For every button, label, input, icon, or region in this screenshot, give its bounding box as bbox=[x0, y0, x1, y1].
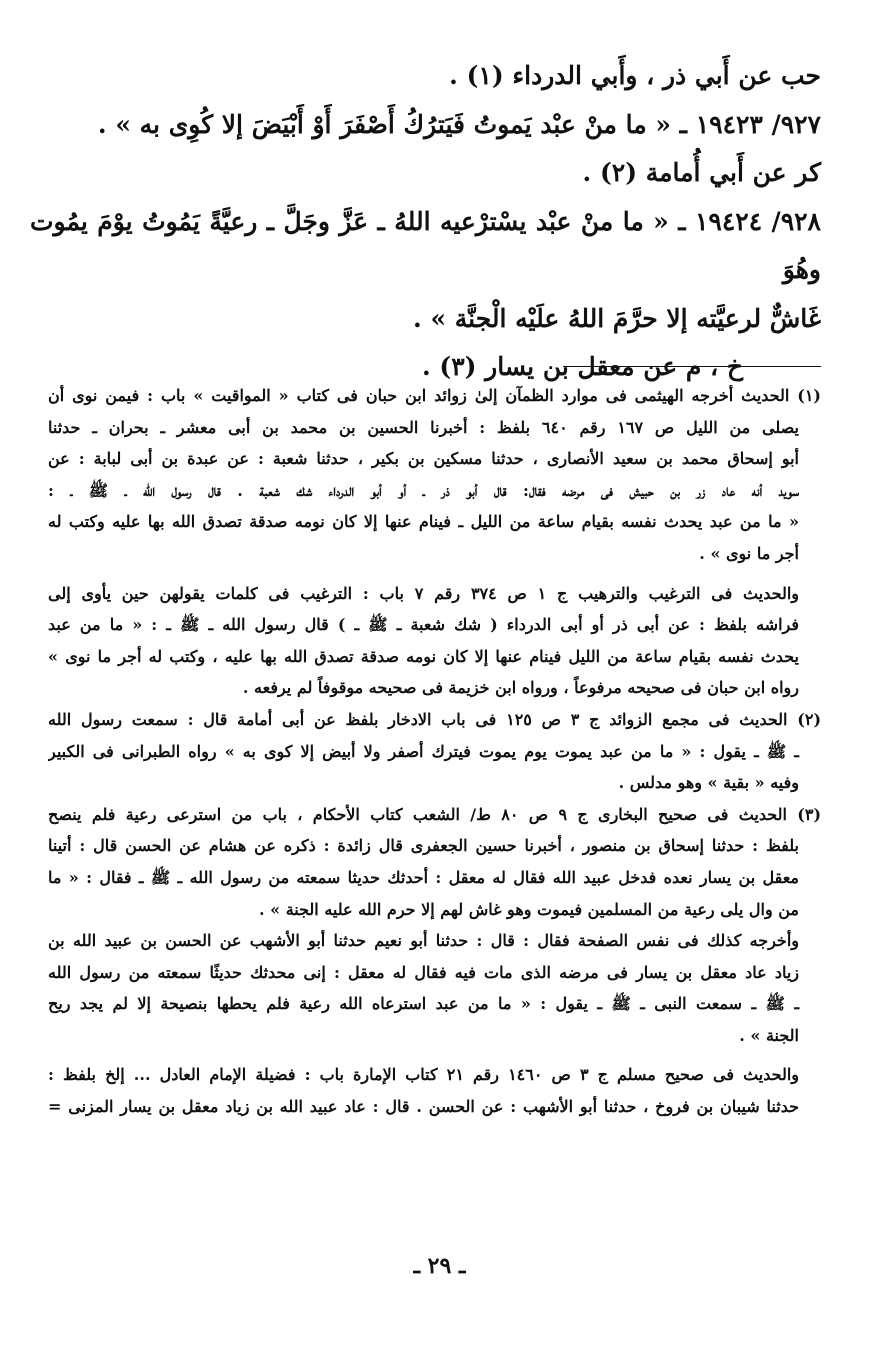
footnote-2-line: وفيه « بقية » وهو مدلس . bbox=[618, 773, 799, 793]
footnote-1-line: فراشه بلفظ : عن أبى ذر أو أبى الدرداء ( شك شعبة ـ ﷺ ـ ) قال رسول الله ـ ﷺ ـ : « ما من عبد bbox=[48, 615, 799, 635]
hadith-928-line-2: غَاشٌّ لرعيَّته إلا حرَّمَ اللهُ علَيْه الْجنَّة » . bbox=[413, 303, 821, 333]
page-number: ـ ٢٩ ـ bbox=[413, 1253, 466, 1279]
source-line-3: خ ، م عن معقل بن يسار (٣) . bbox=[421, 352, 743, 381]
footnote-2-line: ـ ﷺ ـ يقول : « ما من عبد يموت يوم يموت فيترك أصفر ولا أبيض إلا كوى به » رواه الطبرانى فى الكبير bbox=[48, 741, 799, 761]
footnote-1-line: والحديث فى الترغيب والترهيب ج ١ ص ٣٧٤ رقم ٧ باب : الترغيب فى كلمات يقولهن حين يأوى إلى bbox=[48, 583, 799, 603]
footnote-separator bbox=[563, 366, 821, 367]
footnote-3-line: الجنة » . bbox=[739, 1025, 799, 1045]
footnote-1-line: يحدث نفسه بقيام ساعة من الليل فينام عنها إلا كان نومه صدقة تصدق الله بها عليه ، وكتب له أجر ما نوى » bbox=[48, 646, 799, 666]
footnote-1-line: يصلى من الليل ص ١٦٧ رقم ٦٤٠ بلفظ : أخبرنا الحسين بن محمد بن أبى معشر ـ بحران ـ حدثنا bbox=[48, 417, 799, 437]
source-line-2: كر عن أَبي أُمامة (٢) . bbox=[582, 158, 821, 187]
hadith-927: ٩٢٧/ ١٩٤٢٣ ـ « ما منْ عبْد يَموتُ فَيَترُكُ أَصْفَرَ أَوْ أَبْيَضَ إلا كُوِى به » . bbox=[97, 109, 821, 139]
source-line-1: حب عن أَبي ذر ، وأَبي الدرداء (١) . bbox=[449, 61, 821, 90]
footnote-3-line: والحديث فى صحيح مسلم ج ٣ ص ١٤٦٠ رقم ٢١ كتاب الإمارة باب : فضيلة الإمام العادل ... إلخ بلفظ : bbox=[48, 1065, 800, 1085]
footnote-3-line: ـ ﷺ ـ سمعت النبى ـ ﷺ ـ يقول : « ما من عبد استرعاه الله رعية فلم يحطها بنصيحة إلا لم يجد ريح bbox=[48, 994, 800, 1014]
hadith-928-line-1: ٩٢٨/ ١٩٤٢٤ ـ « ما منْ عبْد يسْترْعيه اللهُ ـ عَزَّ وجَلَّ ـ رعيَّةً يَمُوتُ يوْمَ يمُوت وهُوَ bbox=[30, 206, 821, 284]
footnote-1-line: أجر ما نوى » . bbox=[699, 543, 799, 563]
footnote-3-line: بلفظ : حدثنا إسحاق بن منصور ، أخبرنا حسين الجعفرى قال زائدة : ذكره عن هشام عن الحسن قال : أتينا bbox=[48, 836, 799, 856]
footnote-3-line: زياد عاد معقل بن يسار فى مرضه الذى مات فيه فقال له معقل : إنى محدثك حديثًا سمعته من رسول الله bbox=[48, 962, 799, 982]
footnote-3-line: من وال يلى رعية من المسلمين فيموت وهو غاش لهم إلا حرم الله عليه الجنة » . bbox=[258, 899, 799, 919]
footnote-1-line: رواه ابن حبان فى صحيحه مرفوعاً ، ورواه ابن خزيمة فى صحيحه موقوفاً لم يرفعه . bbox=[242, 678, 799, 698]
footnote-3-line: معقل بن يسار نعده فدخل عبيد الله فقال له معقل : أحدثك حديثا سمعته من رسول الله ـ ﷺ ـ فقال : « ما bbox=[48, 867, 799, 887]
footnote-1-line: « ما من عبد يحدث نفسه بقيام ساعة من الليل ـ فينام عنها إلا كان نومه صدقة تصدق الله بها عليه وكتب له bbox=[48, 512, 799, 532]
footnote-3-line: (٣) الحديث فى صحيح البخارى ج ٩ ص ٨٠ ط/ الشعب كتاب الأحكام ، باب من استرعى رعية فلم ينصح bbox=[48, 804, 821, 824]
footnotes bbox=[48, 380, 821, 1123]
footnote-2-line: (٢) الحديث فى مجمع الزوائد ج ٣ ص ١٢٥ فى باب الادخار بلفظ عن أبى أمامة قال : سمعت رسول الله bbox=[48, 709, 821, 729]
footnote-1-line: أبو إسحاق محمد بن سعيد الأنصارى ، حدثنا مسكين بن بكير ، حدثنا شعبة : عن عبدة بن أبى لبابة : عن bbox=[48, 449, 800, 469]
footnote-3-line: وأخرجه كذلك فى نفس الصفحة فقال : قال : حدثنا أبو نعيم حدثنا أبو الأشهب عن الحسن بن عبيد الله بن bbox=[48, 931, 799, 951]
footnote-1-line: (١) الحديث أخرجه الهيثمى فى موارد الظمآن إلىٰ زوائد ابن حبان فى كتاب « المواقيت » باب : فيمن نوى أن bbox=[48, 386, 821, 405]
footnote-3-line: حدثنا شيبان بن فروخ ، حدثنا أبو الأشهب : عن الحسن . قال : عاد عبيد الله بن زياد معقل بن يسار المزنى = bbox=[48, 1097, 799, 1117]
hadith-main-text bbox=[30, 52, 821, 392]
footnote-1-line: سويد أنه عاد زر بن حبيش فى مرضه فقال: قال أبو ذر ـ أو أبو الدرداء شك شعبة . قال رسول الله ـ ﷺ ـ : bbox=[48, 480, 799, 500]
